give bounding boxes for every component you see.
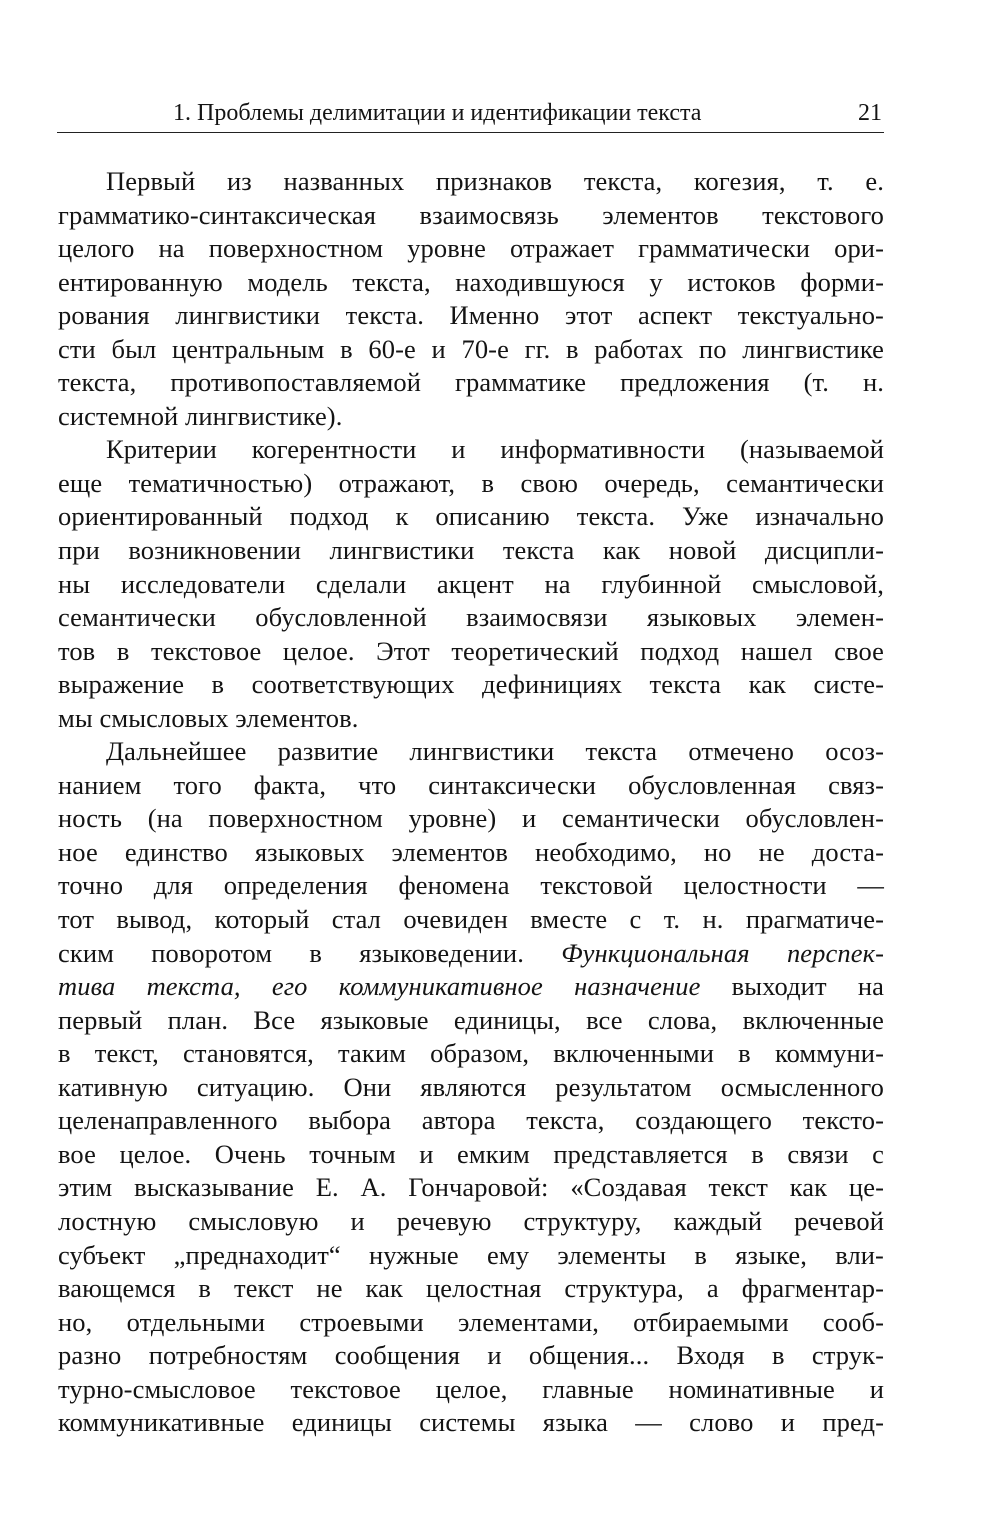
text-line: тот вывод, который стал очевиден вместе с т. н. прагматиче- [58, 904, 884, 935]
text-line: вающемся в текст не как целостная структура, а фрагментар- [58, 1273, 884, 1304]
text-line: ное единство языковых элементов необходимо, но не доста- [58, 836, 884, 867]
text-line: лостную смысловую и речевую структуру, каждый речевой [58, 1205, 884, 1236]
page-number: 21 [858, 100, 882, 126]
text-line: Дальнейшее развитие лингвистики текста отмечено осоз- [106, 736, 884, 767]
text-line-mixed [58, 937, 884, 971]
text-line: кативную ситуацию. Они являются результатом осмысленного [58, 1071, 884, 1102]
text-line: целенаправленного выбора автора текста, создающего тексто- [58, 1105, 884, 1136]
body-text [58, 165, 884, 1440]
text-line: тов в текстовое целое. Этот теоретический подход нашел свое [58, 635, 884, 666]
text-line: Первый из названных признаков текста, когезия, т. е. [106, 166, 884, 196]
text-line: при возникновении лингвистики текста как новой дисципли- [58, 535, 884, 566]
text-line: целого на поверхностном уровне отражает грамматически ори- [58, 233, 884, 264]
text-segment: ским поворотом в языковедении. [58, 937, 524, 968]
text-line-mixed [58, 970, 884, 1004]
text-line: сти был центральным в 60-е и 70-е гг. в работах по лингвистике [58, 333, 884, 364]
text-segment: выходит на [731, 971, 885, 1002]
text-line: точно для определения феномена текстовой целостности — [58, 870, 884, 901]
text-line: рования лингвистики текста. Именно этот аспект текстуально- [58, 300, 884, 331]
running-title: 1. Проблемы делимитации и идентификации текста [173, 100, 702, 126]
text-line: семантически обусловленной взаимосвязи языковых элемен- [58, 602, 884, 633]
text-line: нанием того факта, что синтаксически обусловленная связ- [58, 769, 884, 800]
text-line: разно потребностям сообщения и общения... Входя в струк- [58, 1340, 884, 1371]
text-line: вое целое. Очень точным и емким представляется в связи с [58, 1138, 884, 1169]
text-line: коммуникативные единицы системы языка — слово и пред- [58, 1407, 884, 1438]
text-line: ность (на поверхностном уровне) и семантически обусловлен- [58, 803, 884, 834]
text-line: ориентированный подход к описанию текста. Уже изначально [58, 501, 884, 532]
text-line: субъект „преднаходит“ нужные ему элементы в языке, вли- [58, 1239, 884, 1270]
text-line: мы смысловых элементов. [58, 702, 359, 733]
running-header [57, 98, 884, 133]
text-line: грамматико-синтаксическая взаимосвязь элементов текстового [58, 199, 884, 230]
text-line: турно-смысловое текстовое целое, главные номинативные и [58, 1373, 884, 1404]
text-line: в текст, становятся, таким образом, включенными в коммуни- [58, 1038, 884, 1069]
text-line: еще тематичностью) отражают, в свою очередь, семантически [58, 467, 884, 498]
emphasis-text: Функциональная перспек- [561, 937, 884, 968]
text-line: но, отдельными строевыми элементами, отбираемыми сооб- [58, 1306, 884, 1337]
text-line: Критерии когерентности и информативности (называемой [106, 434, 884, 465]
text-line: текста, противопоставляемой грамматике предложения (т. н. [58, 367, 884, 398]
text-line: ентированную модель текста, находившуюся у истоков форми- [58, 266, 884, 297]
text-line: первый план. Все языковые единицы, все слова, включенные [58, 1004, 884, 1035]
text-line: ны исследователи сделали акцент на глубинной смысловой, [58, 568, 884, 599]
text-line: этим высказывание Е. А. Гончаровой: «Создавая текст как це- [58, 1172, 884, 1203]
text-line: выражение в соответствующих дефинициях текста как систе- [58, 669, 884, 700]
text-line: системной лингвистике). [58, 400, 343, 431]
emphasis-text: тива текста, его коммуникативное назначение [58, 971, 701, 1002]
